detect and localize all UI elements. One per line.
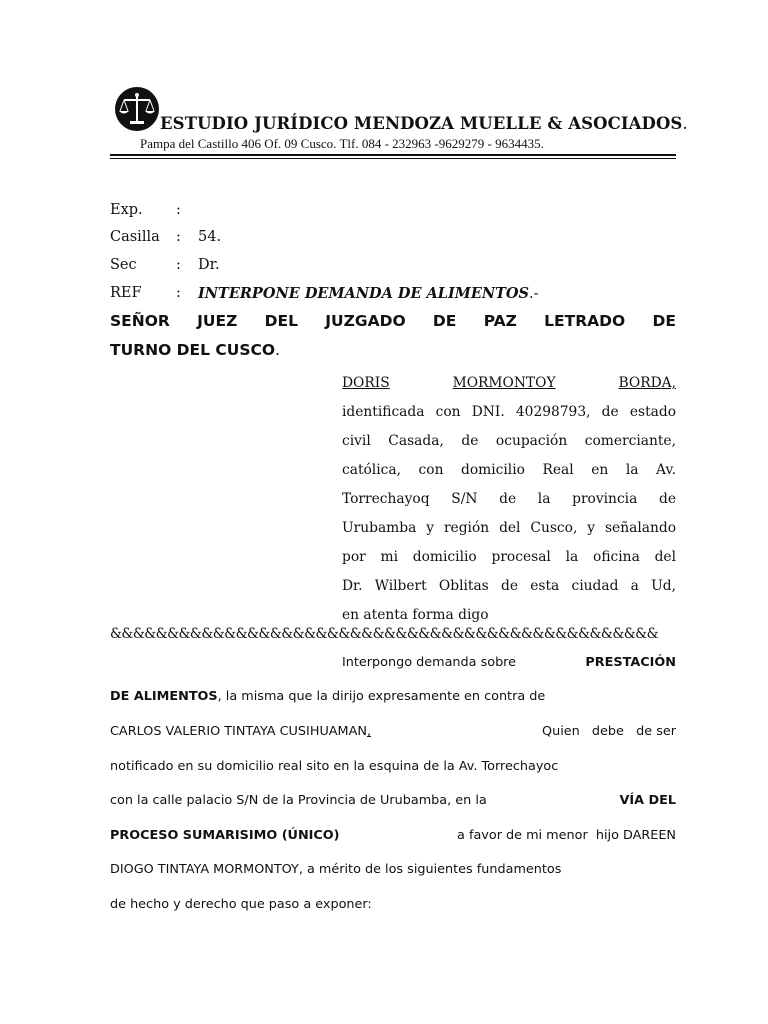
petitioner-line: Urubamba y región del Cusco, y señalando bbox=[342, 520, 676, 536]
body-line: DIOGO TINTAYA MORMONTOY, a mérito de los siguientes fundamentos bbox=[110, 862, 562, 877]
reference-label: Casilla bbox=[110, 229, 160, 245]
petitioner-line: Torrechayoq S/N de la provincia de bbox=[342, 491, 676, 507]
reference-value: Dr. bbox=[198, 257, 220, 273]
petitioner-line: en atenta forma digo bbox=[342, 607, 489, 623]
addressee-line-1: SEÑOR JUEZ DEL JUZGADO DE PAZ LETRADO DE bbox=[110, 312, 676, 330]
body-line: PROCESO SUMARISIMO (ÚNICO) a favor de mi menor hijo DAREEN bbox=[110, 828, 676, 843]
reference-colon: : bbox=[176, 257, 181, 273]
petitioner-line: Dr. Wilbert Oblitas de esta ciudad a Ud, bbox=[342, 578, 676, 594]
reference-colon: : bbox=[176, 285, 181, 301]
reference-colon: : bbox=[176, 229, 181, 245]
petitioner-line: católica, con domicilio Real en la Av. bbox=[342, 462, 676, 478]
body-line: DE ALIMENTOS, la misma que la dirijo expresamente en contra de bbox=[110, 689, 546, 704]
body-line: CARLOS VALERIO TINTAYA CUSIHUAMAN , Quien debe de ser bbox=[110, 724, 676, 739]
letterhead-divider-thin bbox=[110, 158, 676, 159]
body-line: notificado en su domicilio real sito en la esquina de la Av. Torrechayoc bbox=[110, 759, 559, 774]
reference-label: Exp. bbox=[110, 202, 143, 218]
letterhead-divider bbox=[110, 154, 676, 156]
reference-colon: : bbox=[176, 202, 181, 218]
firm-name: ESTUDIO JURÍDICO MENDOZA MUELLE & ASOCIADOS. bbox=[160, 114, 688, 133]
separator-line: &&&&&&&&&&&&&&&&&&&&&&&&&&&&&&&&&&&&&&&&&&&&&&&& bbox=[110, 626, 659, 642]
petitioner-block bbox=[342, 369, 676, 630]
reference-label: REF bbox=[110, 285, 142, 301]
petitioner-line: civil Casada, de ocupación comerciante, bbox=[342, 433, 676, 449]
petitioner-line: identificada con DNI. 40298793, de estado bbox=[342, 404, 676, 420]
scales-of-justice-icon bbox=[114, 86, 160, 132]
firm-address: Pampa del Castillo 406 Of. 09 Cusco. Tlf. 084 - 232963 -9629279 - 9634435. bbox=[140, 136, 544, 151]
reference-value: 54. bbox=[198, 229, 222, 245]
petitioner-name: DORIS MORMONTOY BORDA, bbox=[342, 375, 676, 391]
body-line: de hecho y derecho que paso a exponer: bbox=[110, 897, 372, 912]
body-line: Interpongo demanda sobre PRESTACIÓN bbox=[342, 655, 676, 670]
addressee-line-2: TURNO DEL CUSCO. bbox=[110, 341, 280, 359]
body-line: con la calle palacio S/N de la Provincia de Urubamba, en la VÍA DEL bbox=[110, 793, 676, 808]
reference-label: Sec bbox=[110, 257, 137, 273]
petitioner-line: por mi domicilio procesal la oficina del bbox=[342, 549, 676, 565]
addressee bbox=[110, 307, 676, 365]
reference-subject: INTERPONE DEMANDA DE ALIMENTOS.- bbox=[198, 285, 539, 302]
